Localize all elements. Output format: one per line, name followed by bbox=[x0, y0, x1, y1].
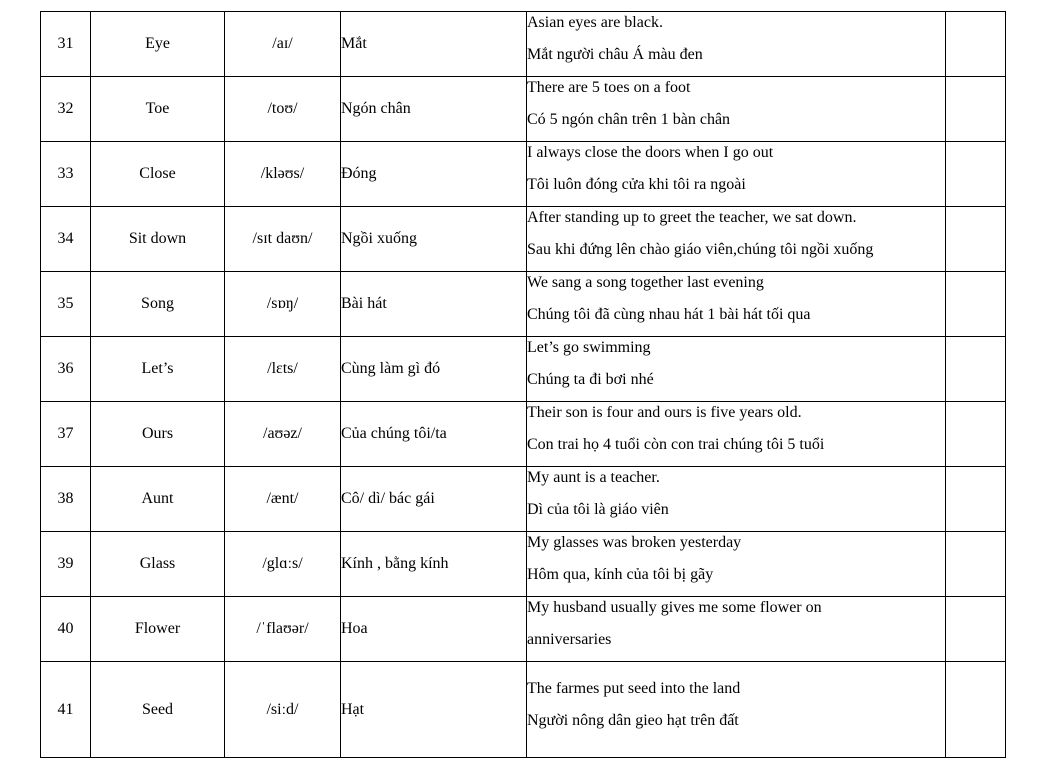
meaning: Hoa bbox=[341, 597, 527, 662]
example-vietnamese: Dì của tôi là giáo viên bbox=[527, 501, 669, 518]
example-vietnamese: Người nông dân gieo hạt trên đất bbox=[527, 711, 739, 729]
table-row bbox=[41, 597, 1006, 662]
pronunciation: /lɛts/ bbox=[225, 337, 341, 402]
example-english: The farmes put seed into the land bbox=[527, 679, 741, 697]
example-vietnamese: Chúng ta đi bơi nhé bbox=[527, 371, 654, 388]
row-number: 36 bbox=[41, 337, 91, 402]
vocab-word: Toe bbox=[91, 77, 225, 142]
example-vietnamese: Chúng tôi đã cùng nhau hát 1 bài hát tối qua bbox=[527, 306, 811, 323]
example-english: Their son is four and ours is five years old. bbox=[527, 404, 802, 421]
row-number: 39 bbox=[41, 532, 91, 597]
vocab-word: Eye bbox=[91, 12, 225, 77]
vocabulary-table bbox=[40, 11, 1006, 758]
table-row bbox=[41, 12, 1006, 77]
table-row bbox=[41, 402, 1006, 467]
blank-cell bbox=[946, 12, 1006, 77]
example-cell bbox=[527, 532, 946, 597]
row-number: 37 bbox=[41, 402, 91, 467]
meaning: Cùng làm gì đó bbox=[341, 337, 527, 402]
row-number: 31 bbox=[41, 12, 91, 77]
blank-cell bbox=[946, 142, 1006, 207]
example-english: We sang a song together last evening bbox=[527, 274, 764, 291]
example-cell bbox=[527, 12, 946, 77]
blank-cell bbox=[946, 337, 1006, 402]
vocab-word: Sit down bbox=[91, 207, 225, 272]
example-english: Let’s go swimming bbox=[527, 339, 651, 356]
vocab-word: Flower bbox=[91, 597, 225, 662]
example-cell bbox=[527, 337, 946, 402]
row-number: 40 bbox=[41, 597, 91, 662]
meaning: Ngón chân bbox=[341, 77, 527, 142]
example-cell bbox=[527, 142, 946, 207]
example-english-continued: anniversaries bbox=[527, 631, 612, 648]
vocab-word: Song bbox=[91, 272, 225, 337]
example-cell bbox=[527, 207, 946, 272]
example-cell bbox=[527, 467, 946, 532]
table-row bbox=[41, 77, 1006, 142]
pronunciation: /ˈflaʊər/ bbox=[225, 597, 341, 662]
example-english: My husband usually gives me some flower on bbox=[527, 599, 822, 616]
meaning: Hạt bbox=[341, 662, 527, 758]
example-english: There are 5 toes on a foot bbox=[527, 79, 691, 96]
blank-cell bbox=[946, 207, 1006, 272]
pronunciation: /glɑːs/ bbox=[225, 532, 341, 597]
pronunciation: /ænt/ bbox=[225, 467, 341, 532]
table-row bbox=[41, 337, 1006, 402]
meaning: Của chúng tôi/ta bbox=[341, 402, 527, 467]
pronunciation: /toʊ/ bbox=[225, 77, 341, 142]
blank-cell bbox=[946, 272, 1006, 337]
meaning: Kính , bằng kính bbox=[341, 532, 527, 597]
row-number: 41 bbox=[41, 662, 91, 758]
example-english: I always close the doors when I go out bbox=[527, 144, 774, 161]
blank-cell bbox=[946, 467, 1006, 532]
blank-cell bbox=[946, 402, 1006, 467]
vocab-word: Close bbox=[91, 142, 225, 207]
row-number: 35 bbox=[41, 272, 91, 337]
example-vietnamese: Tôi luôn đóng cửa khi tôi ra ngoài bbox=[527, 176, 746, 193]
table-row bbox=[41, 467, 1006, 532]
example-cell bbox=[527, 272, 946, 337]
vocab-word: Aunt bbox=[91, 467, 225, 532]
pronunciation: /siːd/ bbox=[225, 662, 341, 758]
table-row bbox=[41, 532, 1006, 597]
example-vietnamese: Sau khi đứng lên chào giáo viên,chúng tôi ngồi xuống bbox=[527, 241, 874, 258]
example-vietnamese: Có 5 ngón chân trên 1 bàn chân bbox=[527, 111, 731, 128]
meaning: Cô/ dì/ bác gái bbox=[341, 467, 527, 532]
pronunciation: /aɪ/ bbox=[225, 12, 341, 77]
meaning: Ngồi xuống bbox=[341, 207, 527, 272]
example-vietnamese: Mắt người châu Á màu đen bbox=[527, 46, 703, 63]
example-english: My aunt is a teacher. bbox=[527, 469, 660, 486]
blank-cell bbox=[946, 662, 1006, 758]
example-vietnamese: Hôm qua, kính của tôi bị gãy bbox=[527, 566, 714, 583]
pronunciation: /kləʊs/ bbox=[225, 142, 341, 207]
row-number: 34 bbox=[41, 207, 91, 272]
blank-cell bbox=[946, 532, 1006, 597]
blank-cell bbox=[946, 77, 1006, 142]
row-number: 38 bbox=[41, 467, 91, 532]
example-english: After standing up to greet the teacher, we sat down. bbox=[527, 209, 857, 226]
vocab-word: Let’s bbox=[91, 337, 225, 402]
pronunciation: /sɪt daʊn/ bbox=[225, 207, 341, 272]
example-cell bbox=[527, 402, 946, 467]
pronunciation: /aʊəz/ bbox=[225, 402, 341, 467]
pronunciation: /sɒŋ/ bbox=[225, 272, 341, 337]
meaning: Đóng bbox=[341, 142, 527, 207]
row-number: 32 bbox=[41, 77, 91, 142]
meaning: Mắt bbox=[341, 12, 527, 77]
example-cell bbox=[527, 597, 946, 662]
row-number: 33 bbox=[41, 142, 91, 207]
meaning: Bài hát bbox=[341, 272, 527, 337]
table-row bbox=[41, 142, 1006, 207]
example-vietnamese: Con trai họ 4 tuổi còn con trai chúng tôi 5 tuổi bbox=[527, 436, 825, 453]
example-english: Asian eyes are black. bbox=[527, 14, 663, 31]
example-cell bbox=[527, 77, 946, 142]
table-row bbox=[41, 662, 1006, 758]
blank-cell bbox=[946, 597, 1006, 662]
table-row bbox=[41, 272, 1006, 337]
table-row bbox=[41, 207, 1006, 272]
vocab-word: Ours bbox=[91, 402, 225, 467]
vocab-word: Seed bbox=[91, 662, 225, 758]
example-cell bbox=[527, 662, 946, 758]
vocab-word: Glass bbox=[91, 532, 225, 597]
example-english: My glasses was broken yesterday bbox=[527, 534, 742, 551]
